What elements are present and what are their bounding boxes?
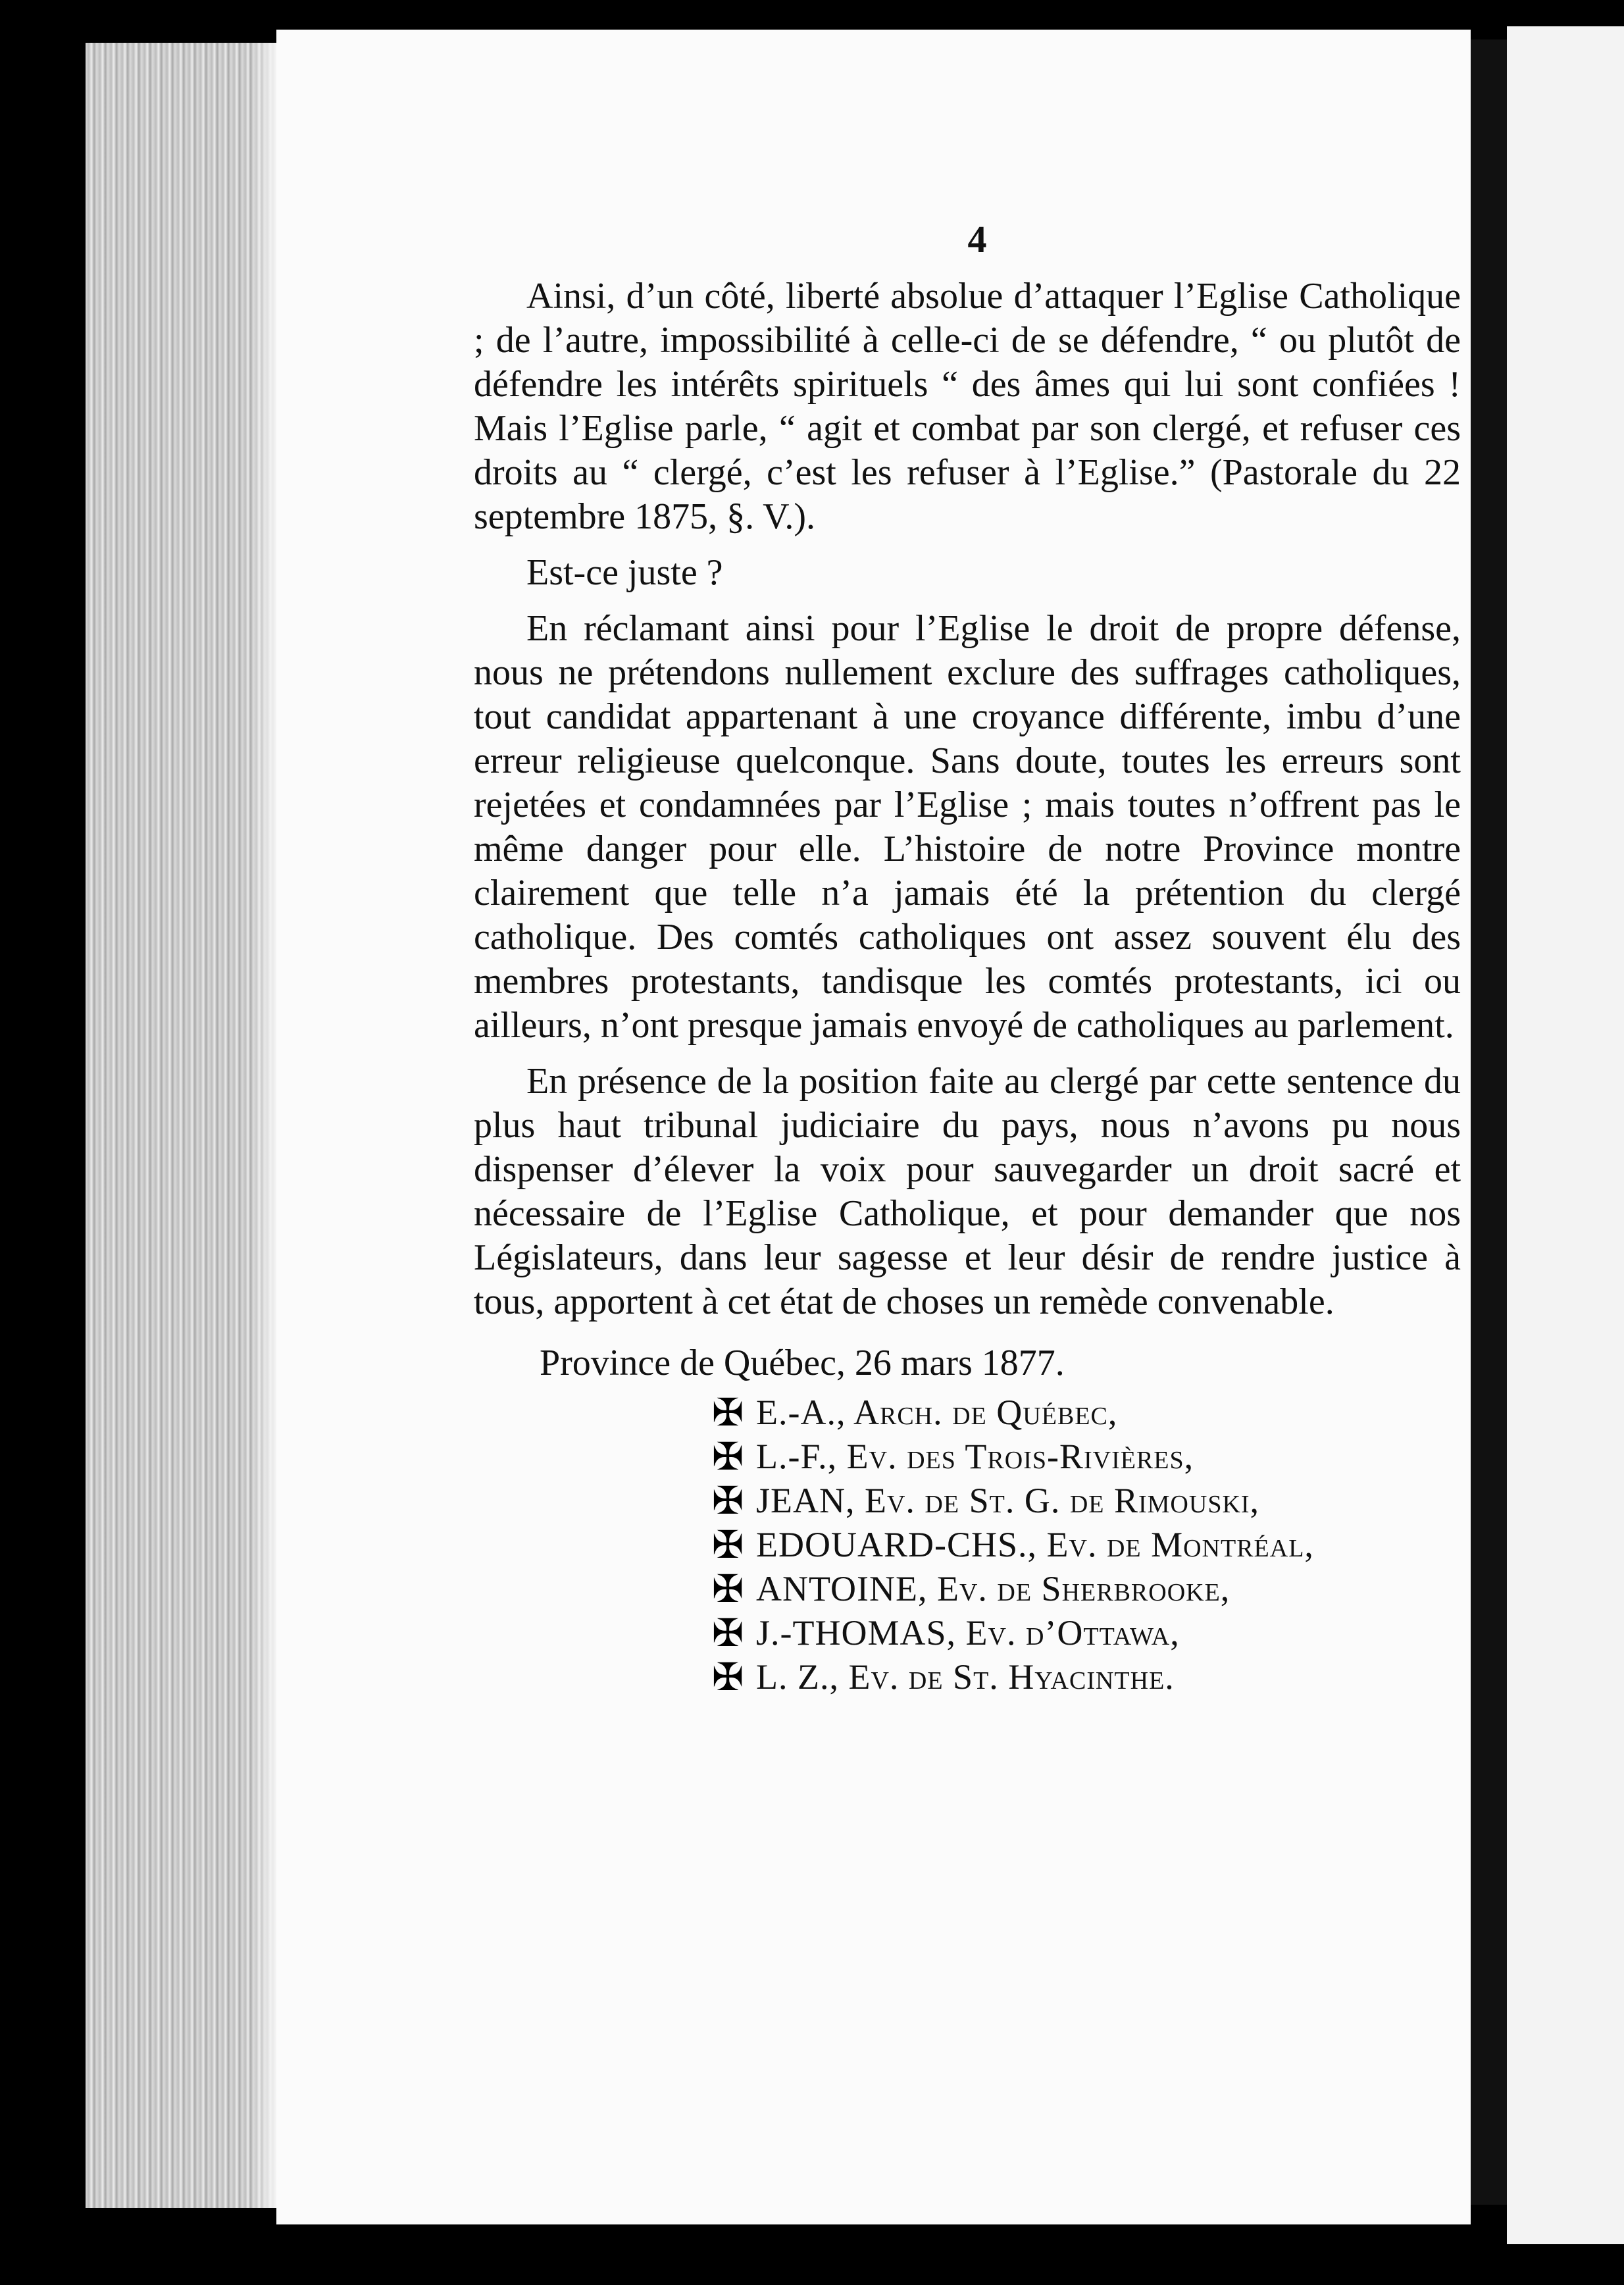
paragraph-4: En présence de la position faite au clergé par cette sentence du plus haut tribunal judiciaire du pays, nous n’avons pu nous dispenser d’élever la voix pour sauvegarder un droit sacré et nécessaire de l’Eglise Catholique, et pour demander que nos Législateurs, dans leur sagesse et leur désir de rendre justice à tous, apportent à cet état de choses un remède convenable. [474,1061,1461,1322]
book-gutter [1471,39,1507,2205]
signature-line [707,1479,1461,1523]
signature-line [707,1391,1461,1435]
dateline: Province de Québec, 26 mars 1877. [540,1343,1065,1383]
cross-icon: ✠ [711,1656,744,1699]
cross-icon: ✠ [711,1479,744,1522]
signature-text: L.-F., Ev. des Trois-Rivières, [756,1437,1194,1476]
facing-page-edge [1507,26,1624,2244]
signature-line [707,1655,1461,1699]
page-text [474,217,1461,1699]
signature-list [707,1391,1461,1699]
signature-text: ANTOINE, Ev. de Sherbrooke, [756,1569,1231,1608]
cross-icon: ✠ [711,1568,744,1610]
cross-icon: ✠ [711,1612,744,1655]
signature-line [707,1567,1461,1611]
signature-text: EDOUARD-CHS., Ev. de Montréal, [756,1525,1314,1564]
paragraph-1: Ainsi, d’un côté, liberté absolue d’attaquer l’Eglise Catholique ; de l’autre, impossibilité à celle-ci de se défendre, “ ou plutôt de défendre les intérêts spirituels “ des âmes qui lui sont confiées ! Mais l’Eglise parle, “ agit et combat par son clergé, et refuser ces droits au “ clergé, c’est les refuser à l’Eglise.” (Pastorale du 22 septembre 1875, §. V.). [474,276,1461,537]
cross-icon: ✠ [711,1391,744,1434]
cross-icon: ✠ [711,1435,744,1478]
signature-text: JEAN, Ev. de St. G. de Rimouski, [756,1481,1260,1520]
book-page-edges [86,43,276,2208]
signature-line [707,1611,1461,1655]
signature-line [707,1523,1461,1567]
cross-icon: ✠ [711,1524,744,1566]
signature-text: L. Z., Ev. de St. Hyacinthe. [756,1657,1175,1697]
signature-line [707,1435,1461,1479]
paragraph-2: Est-ce juste ? [526,552,723,593]
page-number: 4 [967,218,987,261]
signature-text: E.-A., Arch. de Québec, [756,1393,1118,1432]
signature-text: J.-THOMAS, Ev. d’Ottawa, [756,1613,1180,1653]
paragraph-3: En réclamant ainsi pour l’Eglise le droit de propre défense, nous ne prétendons nullement exclure des suffrages catholiques, tout candidat appartenant à une croyance différente, imbu d’une erreur religieuse quelconque. Sans doute, toutes les erreurs sont rejetées et condamnées par l’Eglise ; mais toutes n’offrent pas le même danger pour elle. L’histoire de notre Province montre clairement que telle n’a jamais été la prétention du clergé catholique. Des comtés catholiques ont assez souvent élu des membres protestants, tandisque les comtés protestants, ici ou ailleurs, n’ont presque jamais envoyé de catholiques au parlement. [474,608,1461,1046]
